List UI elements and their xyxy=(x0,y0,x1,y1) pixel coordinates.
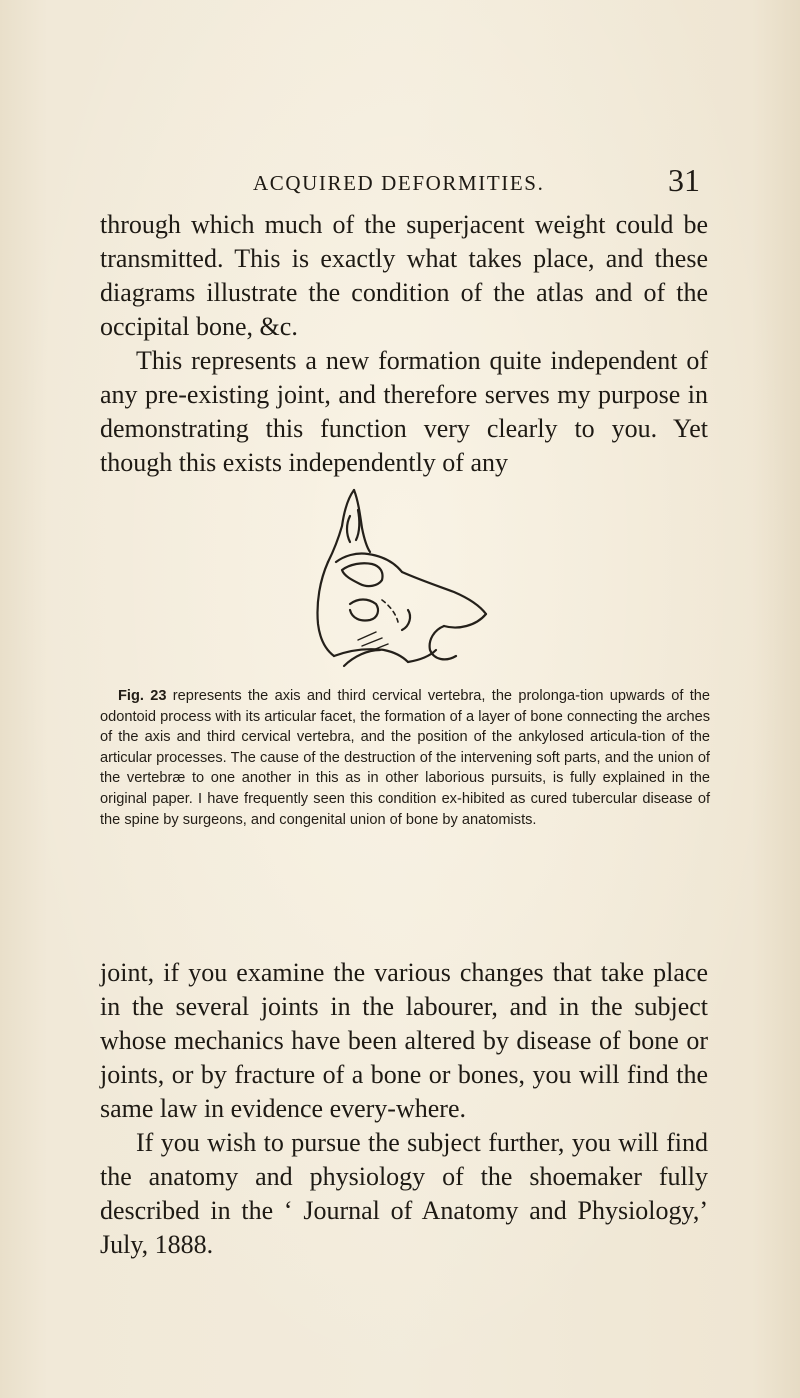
running-title: ACQUIRED DEFORMITIES. xyxy=(253,171,545,195)
body-text-lower xyxy=(100,956,708,1262)
figure-label: Fig. 23 xyxy=(118,688,167,704)
body-text-upper xyxy=(100,208,708,480)
vertebrae-drawing xyxy=(298,480,520,670)
figure-vertebrae-illustration xyxy=(298,480,520,670)
figure-caption-text: represents the axis and third cervical vertebra, the prolonga-tion upwards of the odontoid process with its articular facet, the formation of a layer of bone connecting the arches of the axis and third cervical vertebra, and the position of the ankylosed articula-tion of the articular processes. The cause of the destruction of the intervening soft parts, and the union of the vertebræ to one another in this as in other laborious pursuits, is fully explained in the original paper. I have frequently seen this condition ex-hibited as cured tubercular disease of the spine by surgeons, and congenital union of bone by anatomists. xyxy=(100,688,711,828)
paragraph: joint, if you examine the various changes that take place in the several joints in the labourer, and in the subject whose mechanics have been altered by disease of bone or joints, or by fracture of a bone or bones, you will find the same law in evidence every-where. xyxy=(100,958,708,1123)
figure-caption xyxy=(100,686,710,830)
page-number: 31 xyxy=(668,162,700,198)
paragraph: This represents a new formation quite independent of any pre-existing joint, and therefore serves my purpose in demonstrating this function very clearly to you. Yet though this exists independently of any xyxy=(100,346,708,477)
running-head xyxy=(0,162,800,201)
paragraph: If you wish to pursue the subject further, you will find the anatomy and physiology of the shoemaker fully described in the ‘ Journal of Anatomy and Physiology,’ July, 1888. xyxy=(100,1128,708,1259)
paragraph: through which much of the superjacent weight could be transmitted. This is exactly what takes place, and these diagrams illustrate the condition of the atlas and of the occipital bone, &c. xyxy=(100,210,708,341)
